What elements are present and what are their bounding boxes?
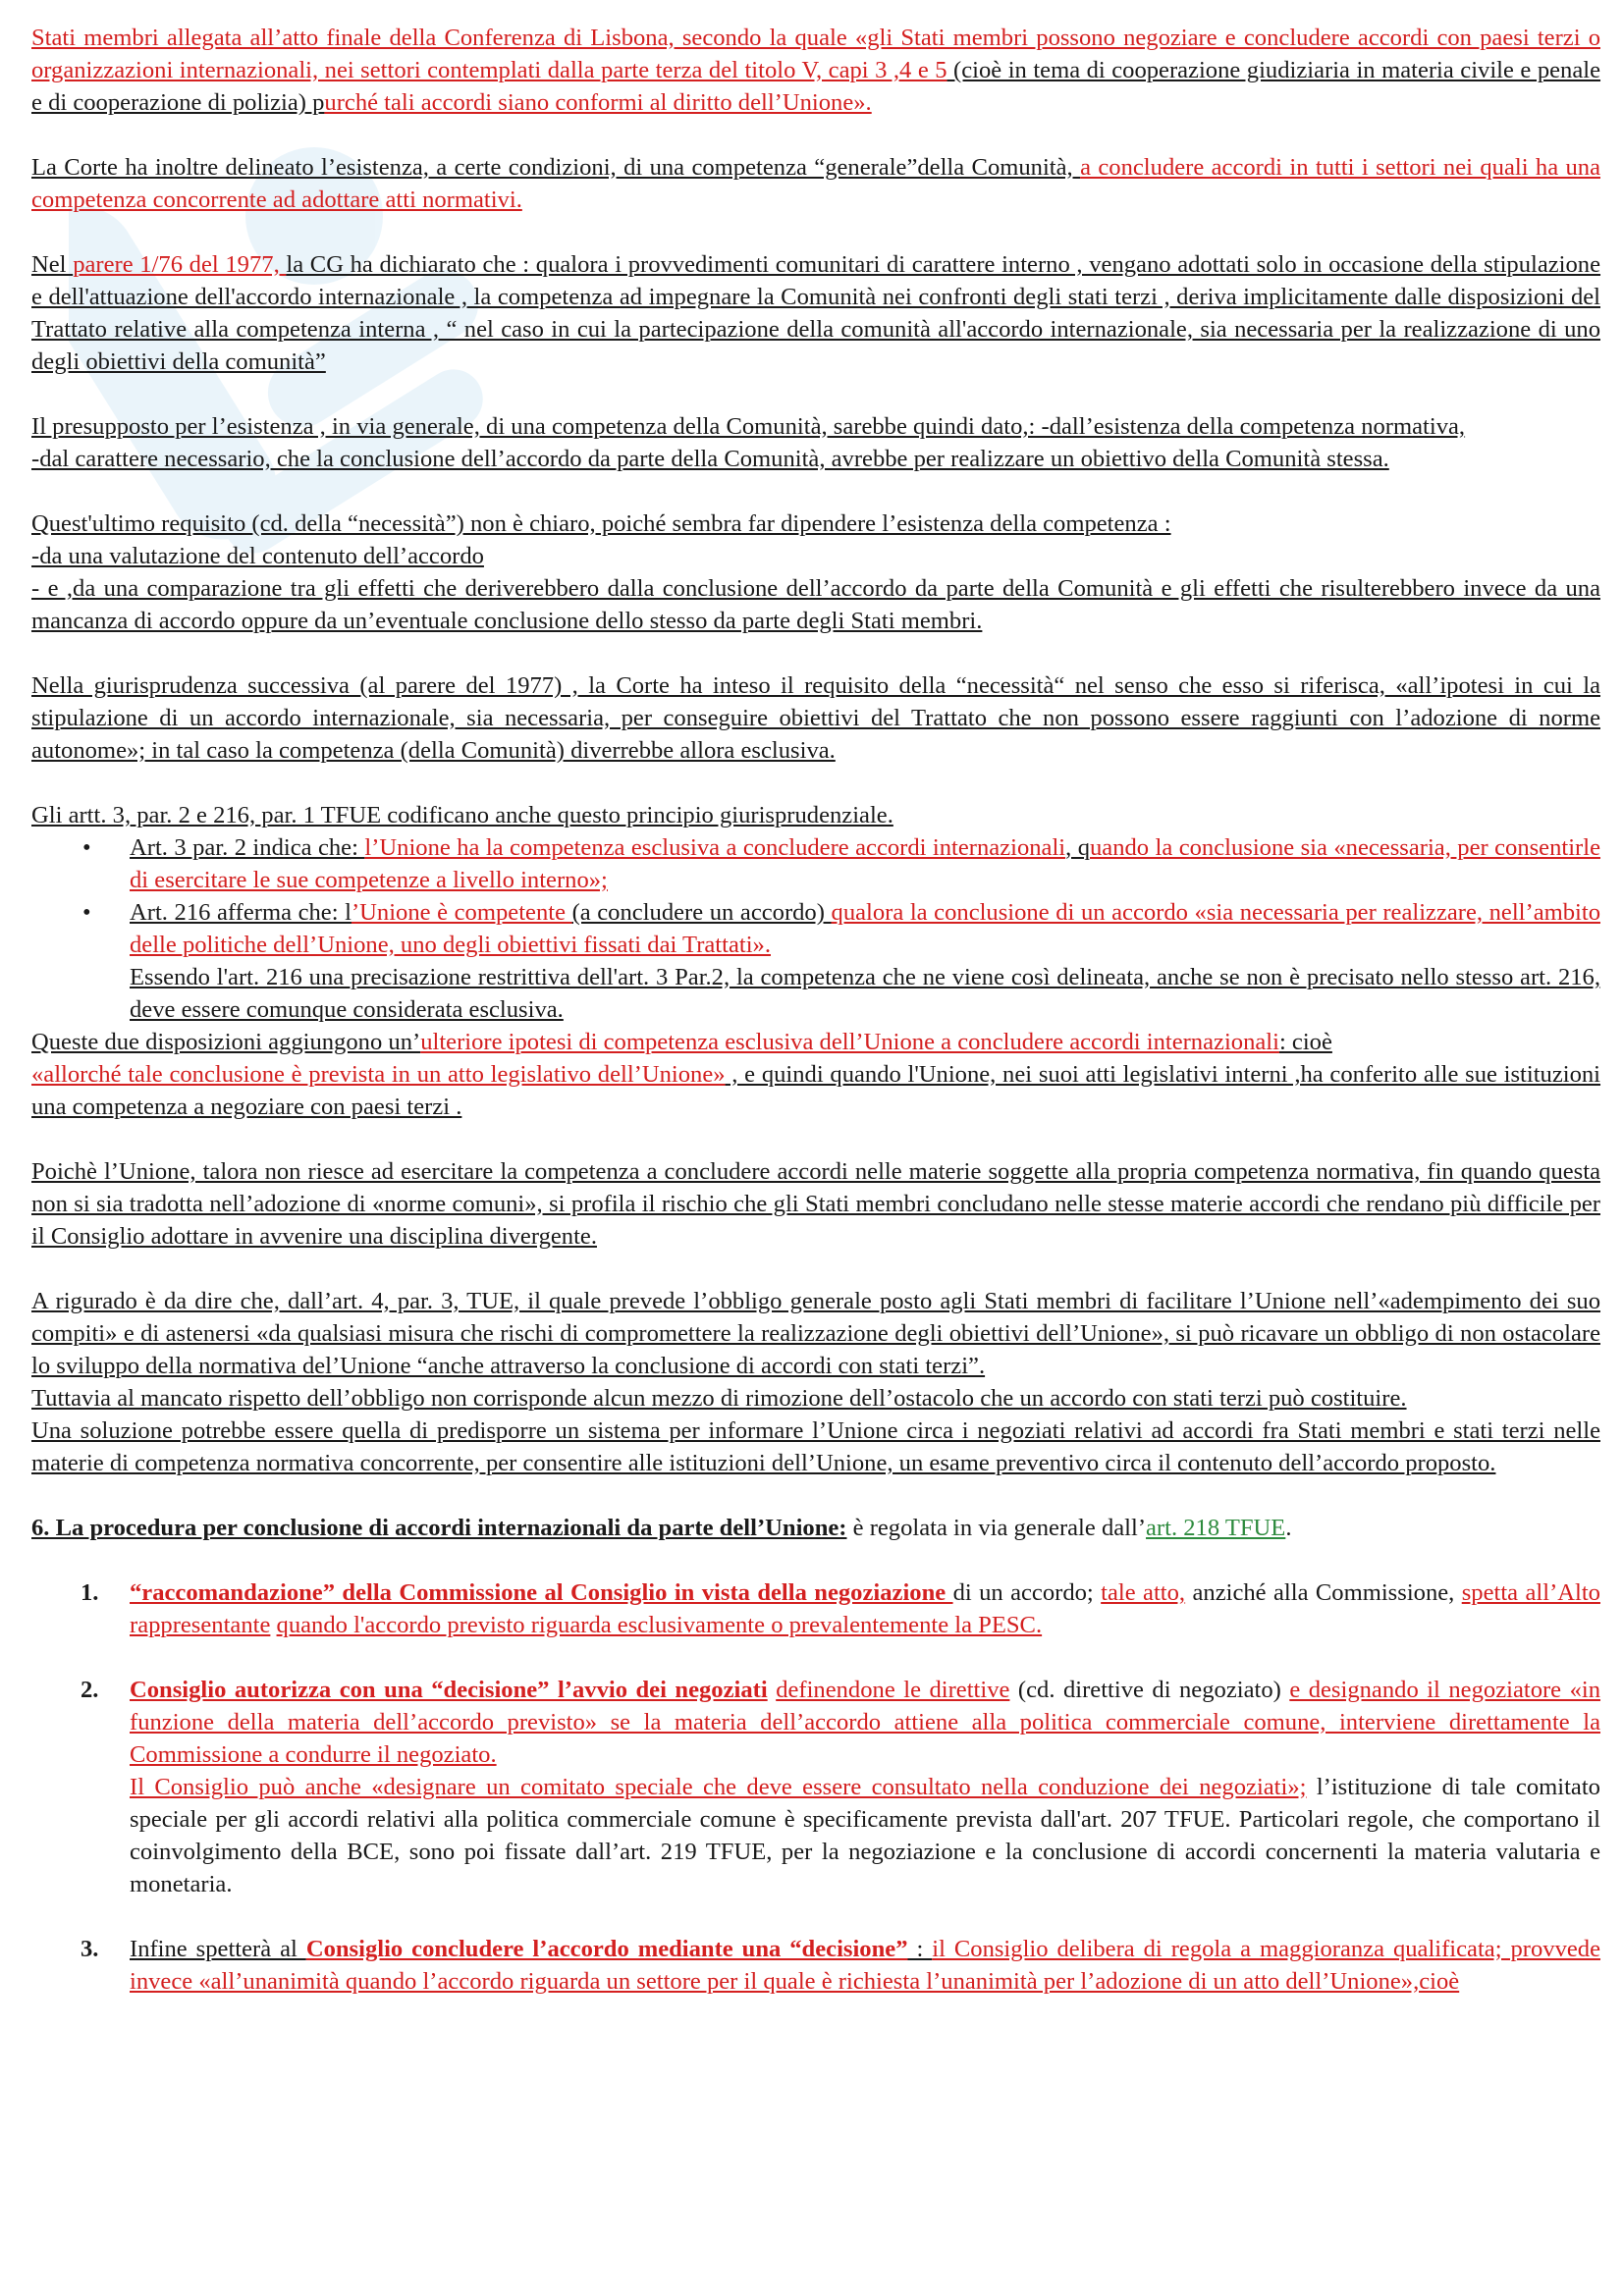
list-item-art-216: • Art. 216 afferma che: l’Unione è competente (a concludere un accordo) qualora la conclusione di un accordo «sia necessaria per realizzare, nell’ambito delle politiche dell’Unione, uno degli obiettivi fissati dai Trattati». Essendo l'art. 216 una precisazione restrittiva dell'art. 3 Par.2, la competenza che ne viene così delineata, anche se non è precisato nello stesso art. 216, deve essere comunque considerata esclusiva. <box>130 896 1600 1026</box>
paragraph-4: Il presupposto per l’esistenza , in via generale, di una competenza della Comunità, sarebbe quindi dato,: -dall’esistenza della competenza normativa, -dal carattere necessario, che la conclusione dell’accordo da parte della Comunità, avrebbe per realizzare un obiettivo della Comunità stessa. <box>31 413 1466 472</box>
art-218-link[interactable]: art. 218 TFUE <box>1146 1515 1286 1541</box>
step-2: 2. Consiglio autorizza con una “decisione” l’avvio dei negoziati definendone le direttive (cd. direttive di negoziato) e designando il negoziatore «in funzione della materia dell’accordo previsto» se la materia dell’accordo attiene alla politica commerciale comune, interviene direttamente la Commissione a condurre il negoziato. Il Consiglio può anche «designare un comitato speciale che deve essere consultato nella conduzione dei negoziati»; l’istituzione di tale comitato speciale per gli accordi relativi alla politica commerciale comune è specificamente prevista dall'art. 207 TFUE. Particolari regole, che comportano il coinvolgimento della BCE, sono poi fissate dall’art. 219 TFUE, per la negoziazione e la conclusione di accordi concernenti la materia valutaria e monetaria. <box>81 1677 1601 1897</box>
paragraph-5: Quest'ultimo requisito (cd. della “necessità”) non è chiaro, poiché sembra far dipendere l’esistenza della competenza : -da una valutazione del contenuto dell’accordo - e ,da una comparazione tra gli effetti che deriverebbero dalla conclusione dell’accordo da parte della Comunità e gli effetti che risulterebbero invece da una mancanza di accordo oppure da un’eventuale conclusione dello stesso da parte degli Stati membri. <box>31 510 1600 634</box>
procedure-steps <box>31 1576 1600 1998</box>
paragraph-10: A rigurado è da dire che, dall’art. 4, par. 3, TUE, il quale prevede l’obbligo generale posto agli Stati membri di facilitare l’Unione nell’«adempimento dei suo compiti» e di astenersi «da qualsiasi misura che rischi di compromettere la realizzazione degli obiettivi dell’Unione», si può ricavare un obbligo di non ostacolare lo sviluppo della normativa del’Unione “anche attraverso la conclusione di accordi con stati terzi”. Tuttavia al mancato rispetto dell’obbligo non corrisponde alcun mezzo di rimozione dell’ostacolo che un accordo con stati terzi può costituire. Una soluzione potrebbe essere quella di predisporre un sistema per informare l’Unione circa i negoziati relativi ad accordi fra Stati membri e stati terzi nelle materie di competenza normativa concorrente, per consentire alle istituzioni dell’Unione, un esame preventivo circa il contenuto dell’accordo proposto. <box>31 1288 1600 1476</box>
step-3: 3. Infine spetterà al Consiglio concludere l’accordo mediante una “decisione” : il Consiglio delibera di regola a maggioranza qualificata; provvede invece «all’unanimità quando l’accordo riguarda un settore per il quale è richiesta l’unanimità per l’adozione di un atto dell’Unione»,cioè <box>81 1936 1601 1995</box>
paragraph-7-intro: Gli artt. 3, par. 2 e 216, par. 1 TFUE codificano anche questo principio giurisprudenziale. <box>31 802 893 828</box>
paragraph-9: Poichè l’Unione, talora non riesce ad esercitare la competenza a concludere accordi nelle materie soggette alla propria competenza normativa, fin quando questa non si sia tradotta nell’adozione di «norme comuni», si profila il rischio che gli Stati membri concludano nelle stesse materie accordi che rendano più difficile per il Consiglio adottare in avvenire una disciplina divergente. <box>31 1158 1600 1250</box>
document-page <box>31 22 1600 2030</box>
step-1: 1. “raccomandazione” della Commissione al Consiglio in vista della negoziazione di un accordo; tale atto, anziché alla Commissione, spetta all’Alto rappresentante quando l'accordo previsto riguarda esclusivamente o prevalentemente la PESC. <box>81 1579 1600 1638</box>
paragraph-6: Nella giurisprudenza successiva (al parere del 1977) , la Corte ha inteso il requisito della “necessità“ nel senso che esso si riferisca, «all’ipotesi in cui la stipulazione di un accordo internazionale, sia necessaria, per conseguire obiettivi del Trattato che non possono essere raggiunti con l’adozione di norme autonome»; in tal caso la competenza (della Comunità) diverrebbe allora esclusiva. <box>31 672 1600 764</box>
list-item-art-3: • Art. 3 par. 2 indica che: l’Unione ha la competenza esclusiva a concludere accordi internazionali, quando la conclusione sia «necessaria, per consentirle di esercitare le sue competenze a livello interno»; <box>130 831 1600 896</box>
paragraph-3: Nel parere 1/76 del 1977, la CG ha dichiarato che : qualora i provvedimenti comunitari di carattere interno , vengano adottati solo in occasione della stipulazione e dell'attuazione dell'accordo internazionale , la competenza ad impegnare la Comunità nei confronti degli stati terzi , deriva implicitamente dalle disposizioni del Trattato relative alla competenza interna , “ nel caso in cui la partecipazione della comunità all'accordo internazionale, sia necessaria per la realizzazione di uno degli obiettivi della comunità” <box>31 251 1601 375</box>
paragraph-1: Stati membri allegata all’atto finale della Conferenza di Lisbona, secondo la quale «gli Stati membri possono negoziare e concludere accordi con paesi terzi o organizzazioni internazionali, nei settori contemplati dalla parte terza del titolo V, capi 3 ,4 e 5 (cioè in tema di cooperazione giudiziaria in materia civile e penale e di cooperazione di polizia) purché tali accordi siano conformi al diritto dell’Unione». <box>31 25 1601 116</box>
article-list <box>31 831 1600 1026</box>
section-6-heading: 6. La procedura per conclusione di accordi internazionali da parte dell’Unione: è regolata in via generale dall’art. 218 TFUE. <box>31 1515 1292 1541</box>
paragraph-2: La Corte ha inoltre delineato l’esistenza, a certe condizioni, di una competenza “generale”della Comunità, a concludere accordi in tutti i settori nei quali ha una competenza concorrente ad adottare atti normativi. <box>31 154 1600 213</box>
paragraph-8: Queste due disposizioni aggiungono un’ulteriore ipotesi di competenza esclusiva dell’Unione a concludere accordi internazionali: cioè «allorché tale conclusione è prevista in un atto legislativo dell’Unione» , e quindi quando l'Unione, nei suoi atti legislativi interni ,ha conferito alle sue istituzioni una competenza a negoziare con paesi terzi . <box>31 1029 1601 1120</box>
